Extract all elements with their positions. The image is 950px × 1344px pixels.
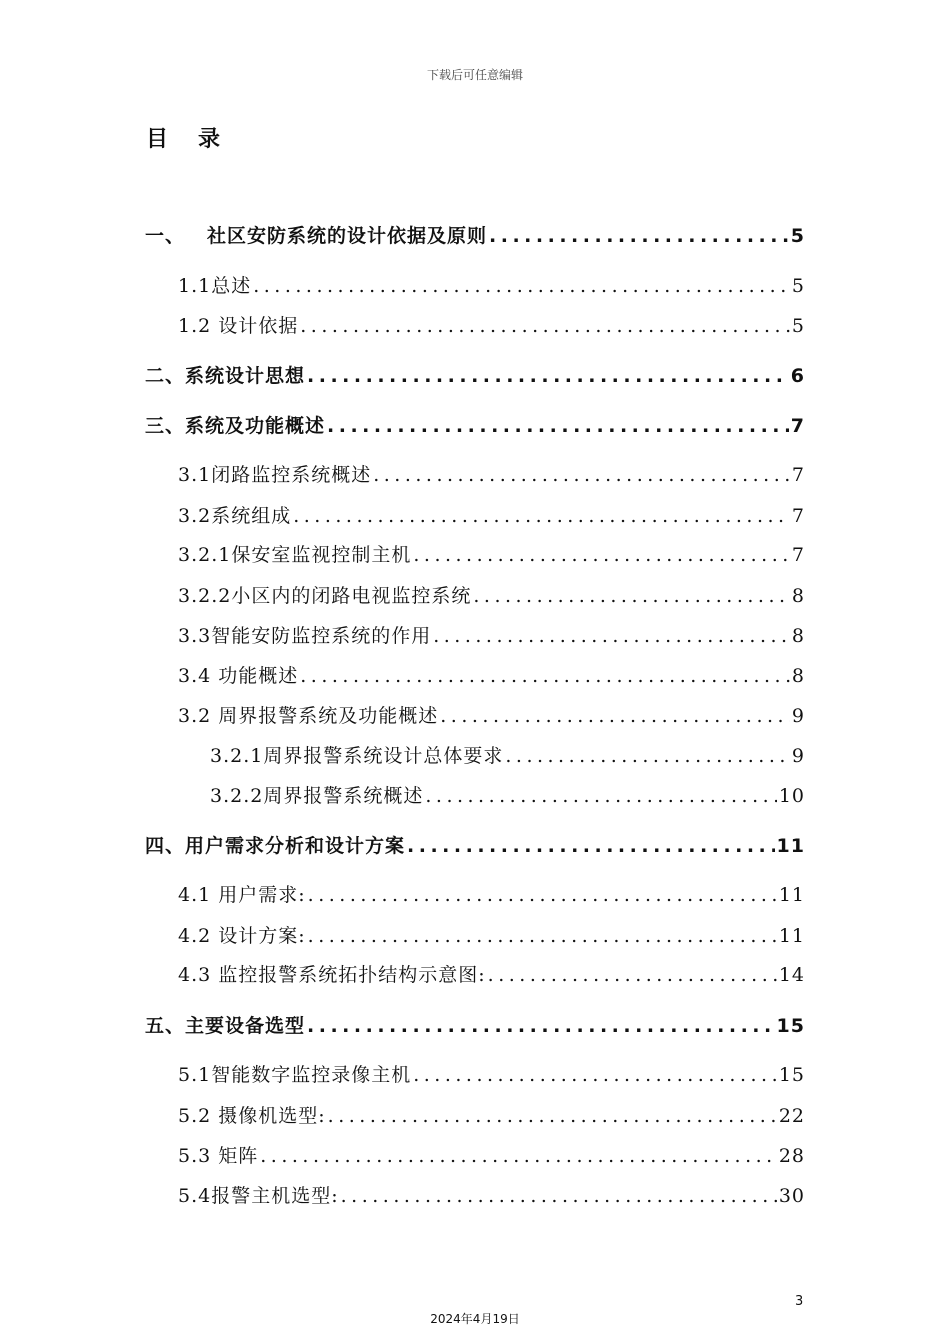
- toc-entry[interactable]: [178, 961, 805, 989]
- toc-entry-title: 3.2 周界报警系统及功能概述: [178, 705, 439, 727]
- toc-entry-title: 4.3 监控报警系统拓扑结构示意图:: [178, 964, 486, 986]
- toc-entry-page: 28: [778, 1145, 805, 1167]
- toc-leader-dots: [407, 832, 775, 860]
- toc-leader-dots: [341, 1182, 777, 1210]
- toc-entry-page: 9: [791, 745, 805, 767]
- toc-entry[interactable]: [178, 541, 805, 569]
- toc-leader-dots: [300, 662, 790, 690]
- toc-entry-page: 11: [778, 925, 805, 947]
- toc-entry-title: 3.2系统组成: [178, 505, 292, 527]
- toc-entry-title: 4.1 用户需求:: [178, 884, 306, 906]
- toc-entry-page: 8: [791, 585, 805, 607]
- toc-entry[interactable]: [145, 832, 805, 860]
- toc-leader-dots: [327, 412, 789, 440]
- toc-leader-dots: [373, 461, 790, 489]
- toc-entry[interactable]: [145, 222, 805, 250]
- toc-entry-page: 8: [791, 665, 805, 687]
- toc-entry[interactable]: [178, 622, 805, 650]
- toc-entry[interactable]: [178, 582, 805, 610]
- toc-entry[interactable]: [145, 412, 805, 440]
- toc-entry-title: [145, 222, 487, 250]
- page-header: 下载后可任意编辑: [426, 68, 523, 82]
- page-footer-date: 2024年4月19日: [430, 1312, 520, 1326]
- toc-entry-page: 10: [778, 785, 805, 807]
- toc-entry-page: 11: [776, 835, 805, 857]
- toc-entry-page: 9: [791, 705, 805, 727]
- toc-entry[interactable]: [178, 272, 805, 300]
- toc-entry-number: 一、: [145, 225, 186, 247]
- toc-entry-page: 15: [778, 1064, 805, 1086]
- toc-entry[interactable]: [210, 742, 805, 770]
- toc-entry-title: 三、系统及功能概述: [145, 415, 326, 437]
- toc-leader-dots: [433, 622, 790, 650]
- toc-entry-title: 1.1总述: [178, 275, 252, 297]
- toc-entry[interactable]: [178, 1061, 805, 1089]
- toc-entry[interactable]: [145, 1012, 805, 1040]
- toc-entry[interactable]: [210, 782, 805, 810]
- toc-entry-page: 5: [791, 315, 805, 337]
- toc-entry-title: 5.4报警主机选型:: [178, 1185, 339, 1207]
- toc-leader-dots: [293, 502, 790, 530]
- toc-entry-title: 5.1智能数字监控录像主机: [178, 1064, 412, 1086]
- toc-entry[interactable]: [178, 662, 805, 690]
- toc-entry-page: 7: [790, 415, 805, 437]
- toc-leader-dots: [440, 702, 790, 730]
- toc-leader-dots: [473, 582, 790, 610]
- toc-entry[interactable]: [178, 922, 805, 950]
- toc-entry-title: 二、系统设计思想: [145, 365, 306, 387]
- toc-leader-dots: [328, 1102, 777, 1130]
- toc-leader-dots: [413, 1061, 777, 1089]
- page-number: 3: [795, 1294, 804, 1309]
- toc-leader-dots: [425, 782, 776, 810]
- toc-leader-dots: [300, 312, 790, 340]
- toc-entry[interactable]: [178, 502, 805, 530]
- toc-entry[interactable]: [178, 461, 805, 489]
- toc-title: 目录: [146, 127, 251, 152]
- toc-entry-page: 14: [778, 964, 805, 986]
- toc-entry-title: 1.2 设计依据: [178, 315, 299, 337]
- toc-leader-dots: [413, 541, 790, 569]
- toc-entry-page: 8: [791, 625, 805, 647]
- toc-entry[interactable]: [145, 362, 805, 390]
- toc-leader-dots: [308, 922, 777, 950]
- toc-entry-page: 7: [791, 505, 805, 527]
- toc-entry-page: 5: [791, 275, 805, 297]
- toc-leader-dots: [260, 1142, 777, 1170]
- toc-entry[interactable]: [178, 881, 805, 909]
- toc-entry-page: 7: [791, 544, 805, 566]
- toc-leader-dots: [307, 362, 789, 390]
- toc-entry-page: 30: [778, 1185, 805, 1207]
- toc-entry-page: 11: [778, 884, 805, 906]
- toc-entry[interactable]: [178, 702, 805, 730]
- toc-entry-title: 3.4 功能概述: [178, 665, 299, 687]
- toc-entry-page: 5: [790, 225, 805, 247]
- toc-leader-dots: [489, 222, 789, 250]
- toc-entry-title: 4.2 设计方案:: [178, 925, 306, 947]
- toc-entry[interactable]: [178, 1142, 805, 1170]
- toc-entry-title: 四、用户需求分析和设计方案: [145, 835, 406, 857]
- toc-entry-title: 3.1闭路监控系统概述: [178, 464, 372, 486]
- toc-leader-dots: [253, 272, 790, 300]
- toc-entry-title: 五、主要设备选型: [145, 1015, 306, 1037]
- toc-leader-dots: [488, 961, 777, 989]
- toc-entry-title: 3.3智能安防监控系统的作用: [178, 625, 432, 647]
- toc-entry-page: 15: [776, 1015, 805, 1037]
- toc-entry-title: 3.2.1周界报警系统设计总体要求: [210, 745, 504, 767]
- toc-entry-page: 6: [790, 365, 805, 387]
- toc-entry[interactable]: [178, 312, 805, 340]
- toc-entry[interactable]: [178, 1102, 805, 1130]
- toc-leader-dots: [308, 881, 777, 909]
- toc-entry-page: 22: [778, 1105, 805, 1127]
- toc-entry-title: 3.2.2小区内的闭路电视监控系统: [178, 585, 472, 607]
- toc-entry-title: 3.2.2周界报警系统概述: [210, 785, 424, 807]
- toc-leader-dots: [505, 742, 790, 770]
- toc-entry-title: 5.2 摄像机选型:: [178, 1105, 326, 1127]
- toc-entry-title: 5.3 矩阵: [178, 1145, 259, 1167]
- toc-entry[interactable]: [178, 1182, 805, 1210]
- toc-entry-title: 3.2.1保安室监视控制主机: [178, 544, 412, 566]
- toc-leader-dots: [307, 1012, 775, 1040]
- toc-entry-page: 7: [791, 464, 805, 486]
- toc-entry-text: 社区安防系统的设计依据及原则: [207, 225, 488, 247]
